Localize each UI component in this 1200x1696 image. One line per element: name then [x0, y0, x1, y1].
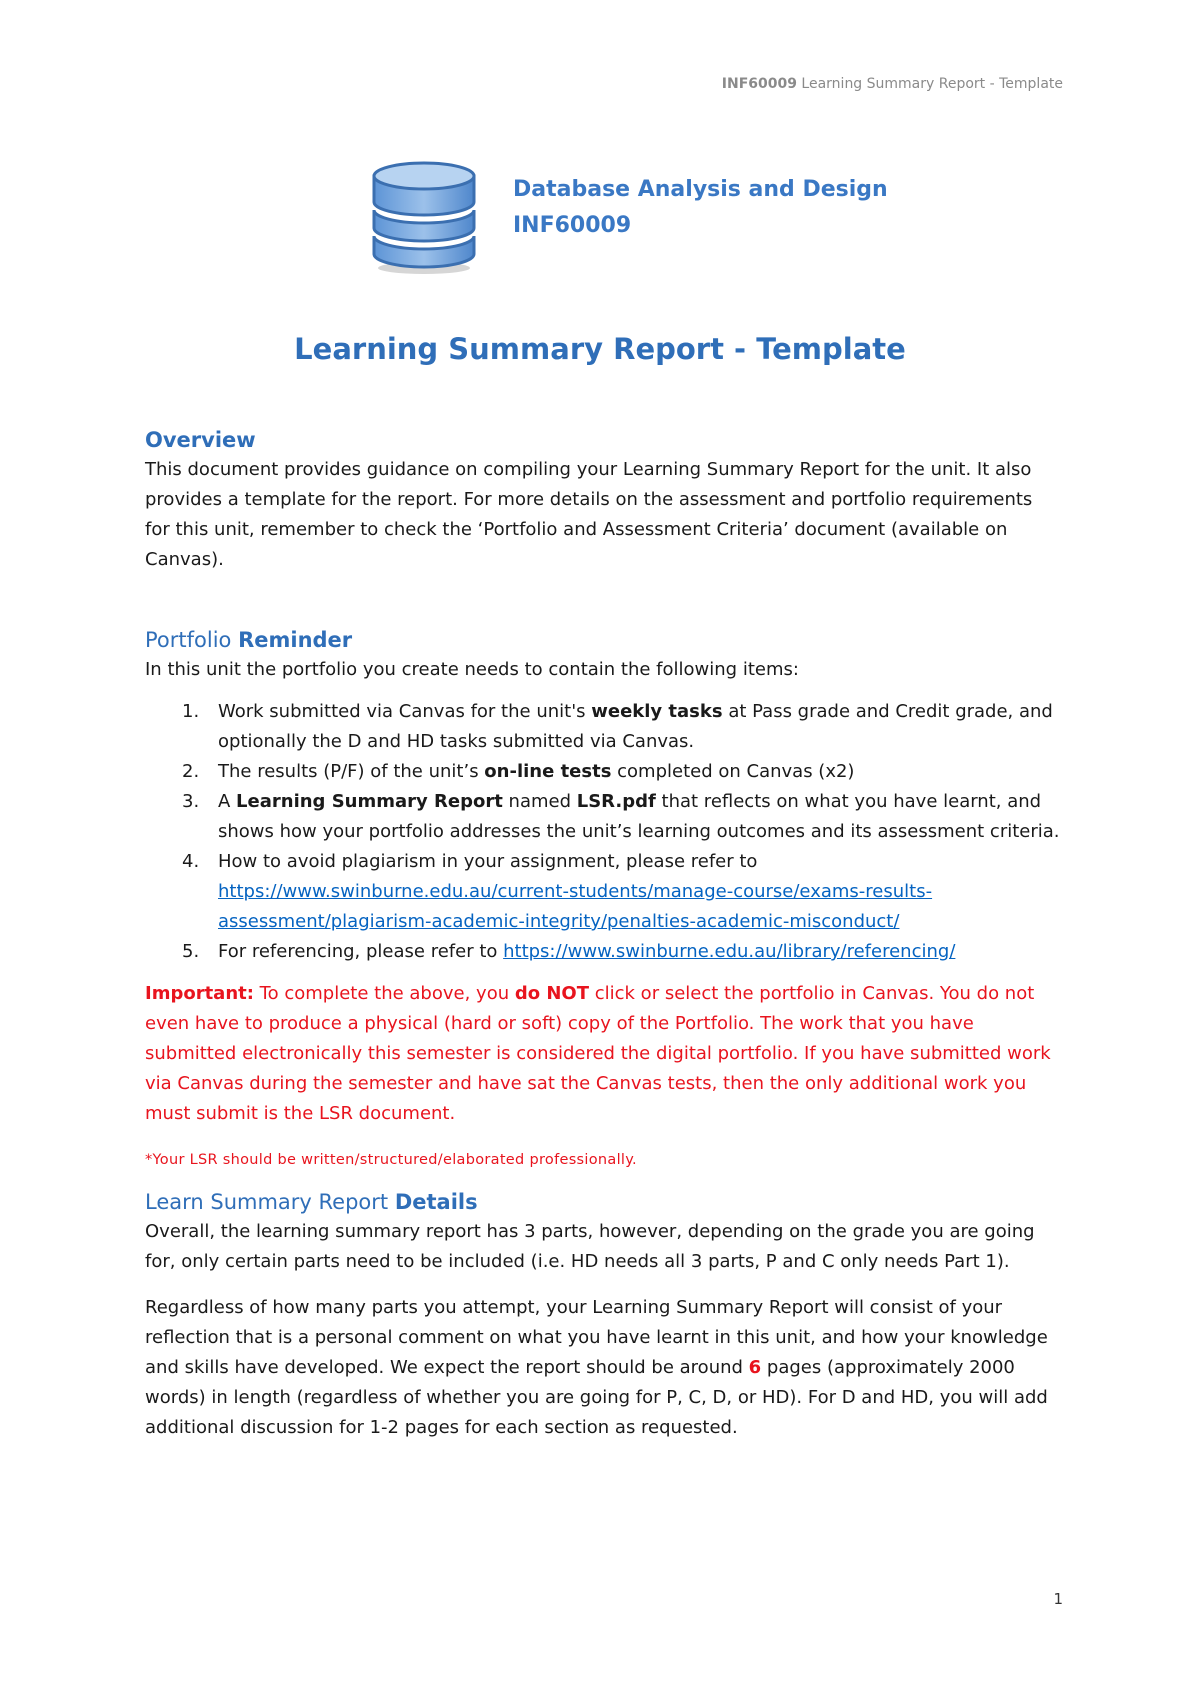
overview-heading: Overview — [145, 428, 256, 452]
list-item: 3. A Learning Summary Report named LSR.pdf that reflects on what you have learnt, and shows how your portfolio addresses the unit’s learning outcomes and its assessment criteria. — [182, 791, 1060, 842]
details-paragraph-1: Overall, the learning summary report has 3 parts, however, depending on the grade you are going for, only certain parts need to be included (i.e. HD needs all 3 parts, P and C only needs Part 1). — [145, 1221, 1035, 1272]
course-code: INF60009 — [513, 213, 632, 238]
details-paragraph-2: Regardless of how many parts you attempt, your Learning Summary Report will consist of your reflection that is a personal comment on what you have learnt in this unit, and how your knowledge and skills have developed. We expect the report should be around 6 pages (approximately 2000 words) in length (regardless of whether you are going for P, C, D, or HD). For D and HD, you will add additional discussion for 1-2 pages for each section as requested. — [145, 1297, 1048, 1438]
course-name: Database Analysis and Design — [513, 177, 888, 202]
page-number: 1 — [1053, 1590, 1063, 1608]
course-heading — [513, 172, 888, 244]
document-body — [145, 425, 1060, 1443]
list-item: 2. The results (P/F) of the unit’s on-line tests completed on Canvas (x2) — [182, 761, 855, 782]
header-unit-code: INF60009 — [721, 76, 797, 92]
list-item: 5. For referencing, please refer to https://www.swinburne.edu.au/library/referencing/ — [182, 941, 956, 962]
page-title: Learning Summary Report - Template — [294, 332, 906, 366]
overview-paragraph: This document provides guidance on compiling your Learning Summary Report for the unit. It also provides a template for the report. For more details on the assessment and portfolio requirements for this unit, remember to check the ‘Portfolio and Assessment Criteria’ document (available on Canvas). — [145, 459, 1033, 570]
referencing-link[interactable]: https://www.swinburne.edu.au/library/referencing/ — [503, 941, 956, 962]
database-icon-graphic — [368, 158, 480, 276]
running-header — [722, 76, 1063, 92]
professional-note: *Your LSR should be written/structured/elaborated professionally. — [145, 1152, 637, 1168]
important-notice: Important: To complete the above, you do NOT click or select the portfolio in Canvas. You do not even have to produce a physical (hard or soft) copy of the Portfolio. The work that you have submitted electronically this semester is considered the digital portfolio. If you have submitted work via Canvas during the semester and have sat the Canvas tests, then the only additional work you must submit is the LSR document. — [145, 983, 1051, 1124]
portfolio-heading: Portfolio Reminder — [145, 628, 353, 652]
portfolio-intro: In this unit the portfolio you create needs to contain the following items: — [145, 659, 799, 680]
database-icon — [368, 158, 480, 276]
portfolio-list — [145, 697, 1060, 967]
list-item: 4. How to avoid plagiarism in your assignment, please refer to https://www.swinburne.edu.au/current-students/manage-course/exams-results-assessment/plagiarism-academic-integrity/penalties-academic-misconduct/ — [182, 851, 933, 932]
list-item: 1. Work submitted via Canvas for the unit's weekly tasks at Pass grade and Credit grade, and optionally the D and HD tasks submitted via Canvas. — [182, 701, 1053, 752]
header-title: Learning Summary Report - Template — [796, 76, 1063, 92]
page-count: 6 — [748, 1357, 762, 1378]
plagiarism-link[interactable]: https://www.swinburne.edu.au/current-students/manage-course/exams-results-assessment/plagiarism-academic-integrity/penalties-academic-misconduct/ — [218, 881, 933, 932]
details-heading: Learn Summary Report Details — [145, 1190, 478, 1214]
